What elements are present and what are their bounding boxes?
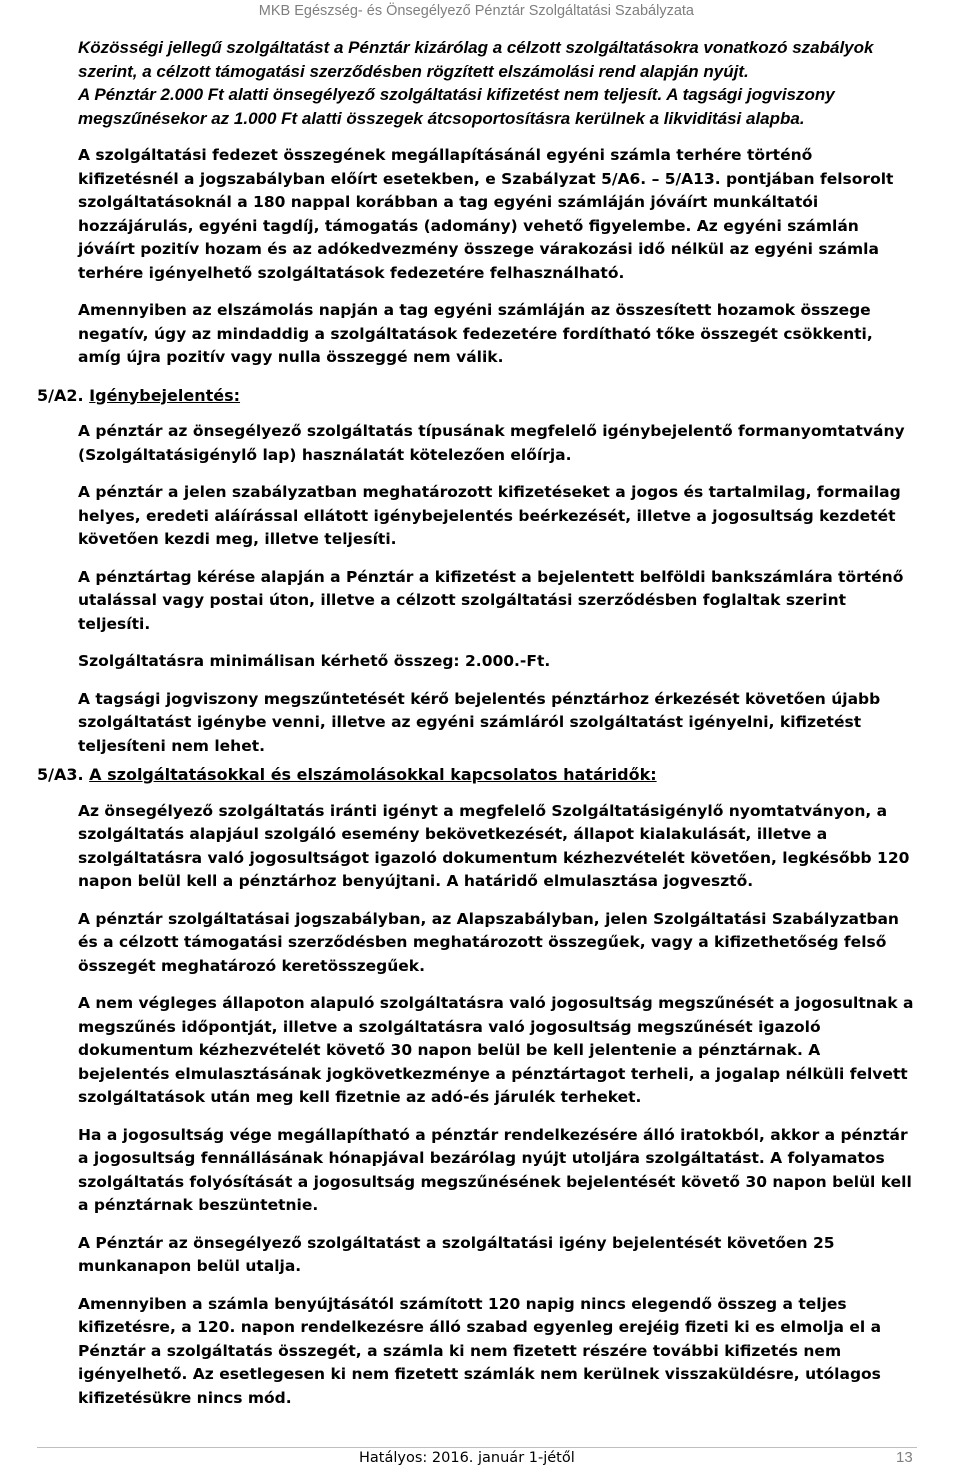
section-heading-5a2 bbox=[37, 384, 917, 408]
section-title: A szolgáltatásokkal és elszámolásokkal kapcsolatos határidők: bbox=[89, 765, 657, 784]
section-title: Igénybejelentés: bbox=[89, 385, 241, 405]
paragraph-eligibility-documents: Ha a jogosultság vége megállapítható a pénztár rendelkezésére álló iratokból, akkor a pénztár a jogosultság fennállásának hónapjával bezárólag nyújt utoljára szolgáltatást. A folyamatos szolgáltatás folyósítását a jogosultság megszűnésének bejelentését követő 30 napon belül kell a pénztárnak beszüntetnie. bbox=[78, 1125, 912, 1214]
section-number: 5/A2. bbox=[37, 385, 84, 405]
paragraph-eligibility-end: A nem végleges állapoton alapuló szolgáltatásra való jogosultság megszűnését a jogosultnak a megszűnés időpontját, illetve a szolgáltatásra való jogosultság megszűnését igazoló dokumentum kézhezvételét követő 30 napon belül be kell jelentenie a pénztárnak. A bejelentés elmulasztásának jogkövetkezménye a pénztártagot terheli, a jogalap nélküli felvett szolgáltatások után meg kell fizetnie az adó-és járulék terheket. bbox=[78, 994, 914, 1106]
paragraph-transfer-deadline: A Pénztár az önsegélyező szolgáltatást a szolgáltatási igény bejelentését követően 25 munkanapon belül utalja. bbox=[78, 1233, 835, 1275]
paragraph-membership-termination: A tagsági jogviszony megszűntetését kérő bejelentés pénztárhoz érkezését követően újabb szolgáltatást igénybe venni, illetve az egyéni számláról szolgáltatást igényelni, kifizetést teljesíteni nem lehet. bbox=[78, 689, 881, 755]
section-number: 5/A3. bbox=[37, 765, 84, 784]
paragraph-coverage-amount: A szolgáltatási fedezet összegének megállapításánál egyéni számla terhére történő kifizetésnél a jogszabályban előírt esetekben, e Szabályzat 5/A6. – 5/A13. pontjában felsorolt szolgáltatásoknál a 180 nappal korábban a tag egyéni számláján jóváírt munkáltatói hozzájárulás, egyéni tagdíj, támogatás (adomány) vehető figyelembe. Az egyéni számlán jóváírt pozitív hozam és az adókedvezmény összege várakozási idő nélkül az egyéni számla terhére igényelhető szolgáltatások fedezetére felhasználható. bbox=[78, 146, 894, 282]
paragraph-minimum-claim: Szolgáltatásra minimálisan kérhető összeg: 2.000.-Ft. bbox=[78, 652, 551, 670]
paragraph-payment-method: A pénztártag kérése alapján a Pénztár a kifizetést a bejelentett belföldi bankszámlára történő utalással vagy postai úton, illetve a célzott szolgáltatási szerződésben foglaltak szerint teljesíti. bbox=[78, 567, 904, 633]
page-number: 13 bbox=[896, 1449, 913, 1466]
paragraph-minimum-payout: A Pénztár 2.000 Ft alatti önsegélyező szolgáltatási kifizetést nem teljesít. A tagsági jogviszony megszűnésekor az 1.000 Ft alatti összegek átcsoportosításra kerülnek a likviditási alapba. bbox=[78, 85, 835, 128]
paragraph-insufficient-balance: Amennyiben a számla benyújtásától számított 120 napig nincs elegendő összeg a teljes kifizetésre, a 120. napon rendelkezésre álló szabad egyenleg erejéig fizeti ki es elmolja el a Pénztár a szolgáltatás összegét, a számla ki nem fizetett részére további kifizetés nem igényelhető. Az esetlegesen ki nem fizetett számlák nem kerülnek visszaküldésre, utólagos kifizetésükre nincs mód. bbox=[78, 1294, 882, 1407]
footer-effective-date: Hatályos: 2016. január 1-jétől bbox=[359, 1450, 575, 1466]
paragraph-service-amounts: A pénztár szolgáltatásai jogszabályban, az Alapszabályban, jelen Szolgáltatási Szabályzatban és a célzott támogatási szerződésben meghatározott összegűek, vagy a kifizethetőség felső összegét meghatározó keretösszegűek. bbox=[78, 909, 899, 975]
paragraph-community-services: Közösségi jellegű szolgáltatást a Pénztár kizárólag a célzott szolgáltatásokra vonatkozó szabályok szerint, a célzott támogatási szerződésben rögzített elszámolási rend alapján nyújt. bbox=[78, 38, 874, 81]
section-heading-5a3 bbox=[37, 763, 917, 787]
page-header-title: MKB Egészség- és Önsegélyező Pénztár Szolgáltatási Szabályzata bbox=[258, 3, 694, 19]
paragraph-claim-deadline: Az önsegélyező szolgáltatás iránti igényt a megfelelő Szolgáltatásigénylő nyomtatványon, a szolgáltatás alapjául szolgáló esemény bekövetkezését, állapot kialakulását, illetve a szolgáltatásra való jogosultságot igazoló dokumentum kézhezvételét követően, legkésőbb 120 napon belül kell a pénztárhoz benyújtani. A határidő elmulasztása jogvesztő. bbox=[78, 801, 910, 890]
footer-divider bbox=[37, 1447, 917, 1448]
paragraph-claim-form: A pénztár az önsegélyező szolgáltatás típusának megfelelő igénybejelentő formanyomtatvány (Szolgáltatásigénylő lap) használatát kötelezően előírja. bbox=[78, 422, 905, 464]
paragraph-payout-conditions: A pénztár a jelen szabályzatban meghatározott kifizetéseket a jogos és tartalmilag, formailag helyes, eredeti aláírással ellátott igénybejelentés beérkezését, illetve a jogosultság kezdetét követően kezdi meg, illetve teljesíti. bbox=[78, 483, 901, 548]
paragraph-negative-yield: Amennyiben az elszámolás napján a tag egyéni számláján az összesített hozamok összege negatív, úgy az mindaddig a szolgáltatások fedezetére fordítható tőke összegét csökkenti, amíg újra pozitív vagy nulla összeggé nem válik. bbox=[78, 301, 873, 366]
document-body bbox=[37, 36, 917, 1424]
